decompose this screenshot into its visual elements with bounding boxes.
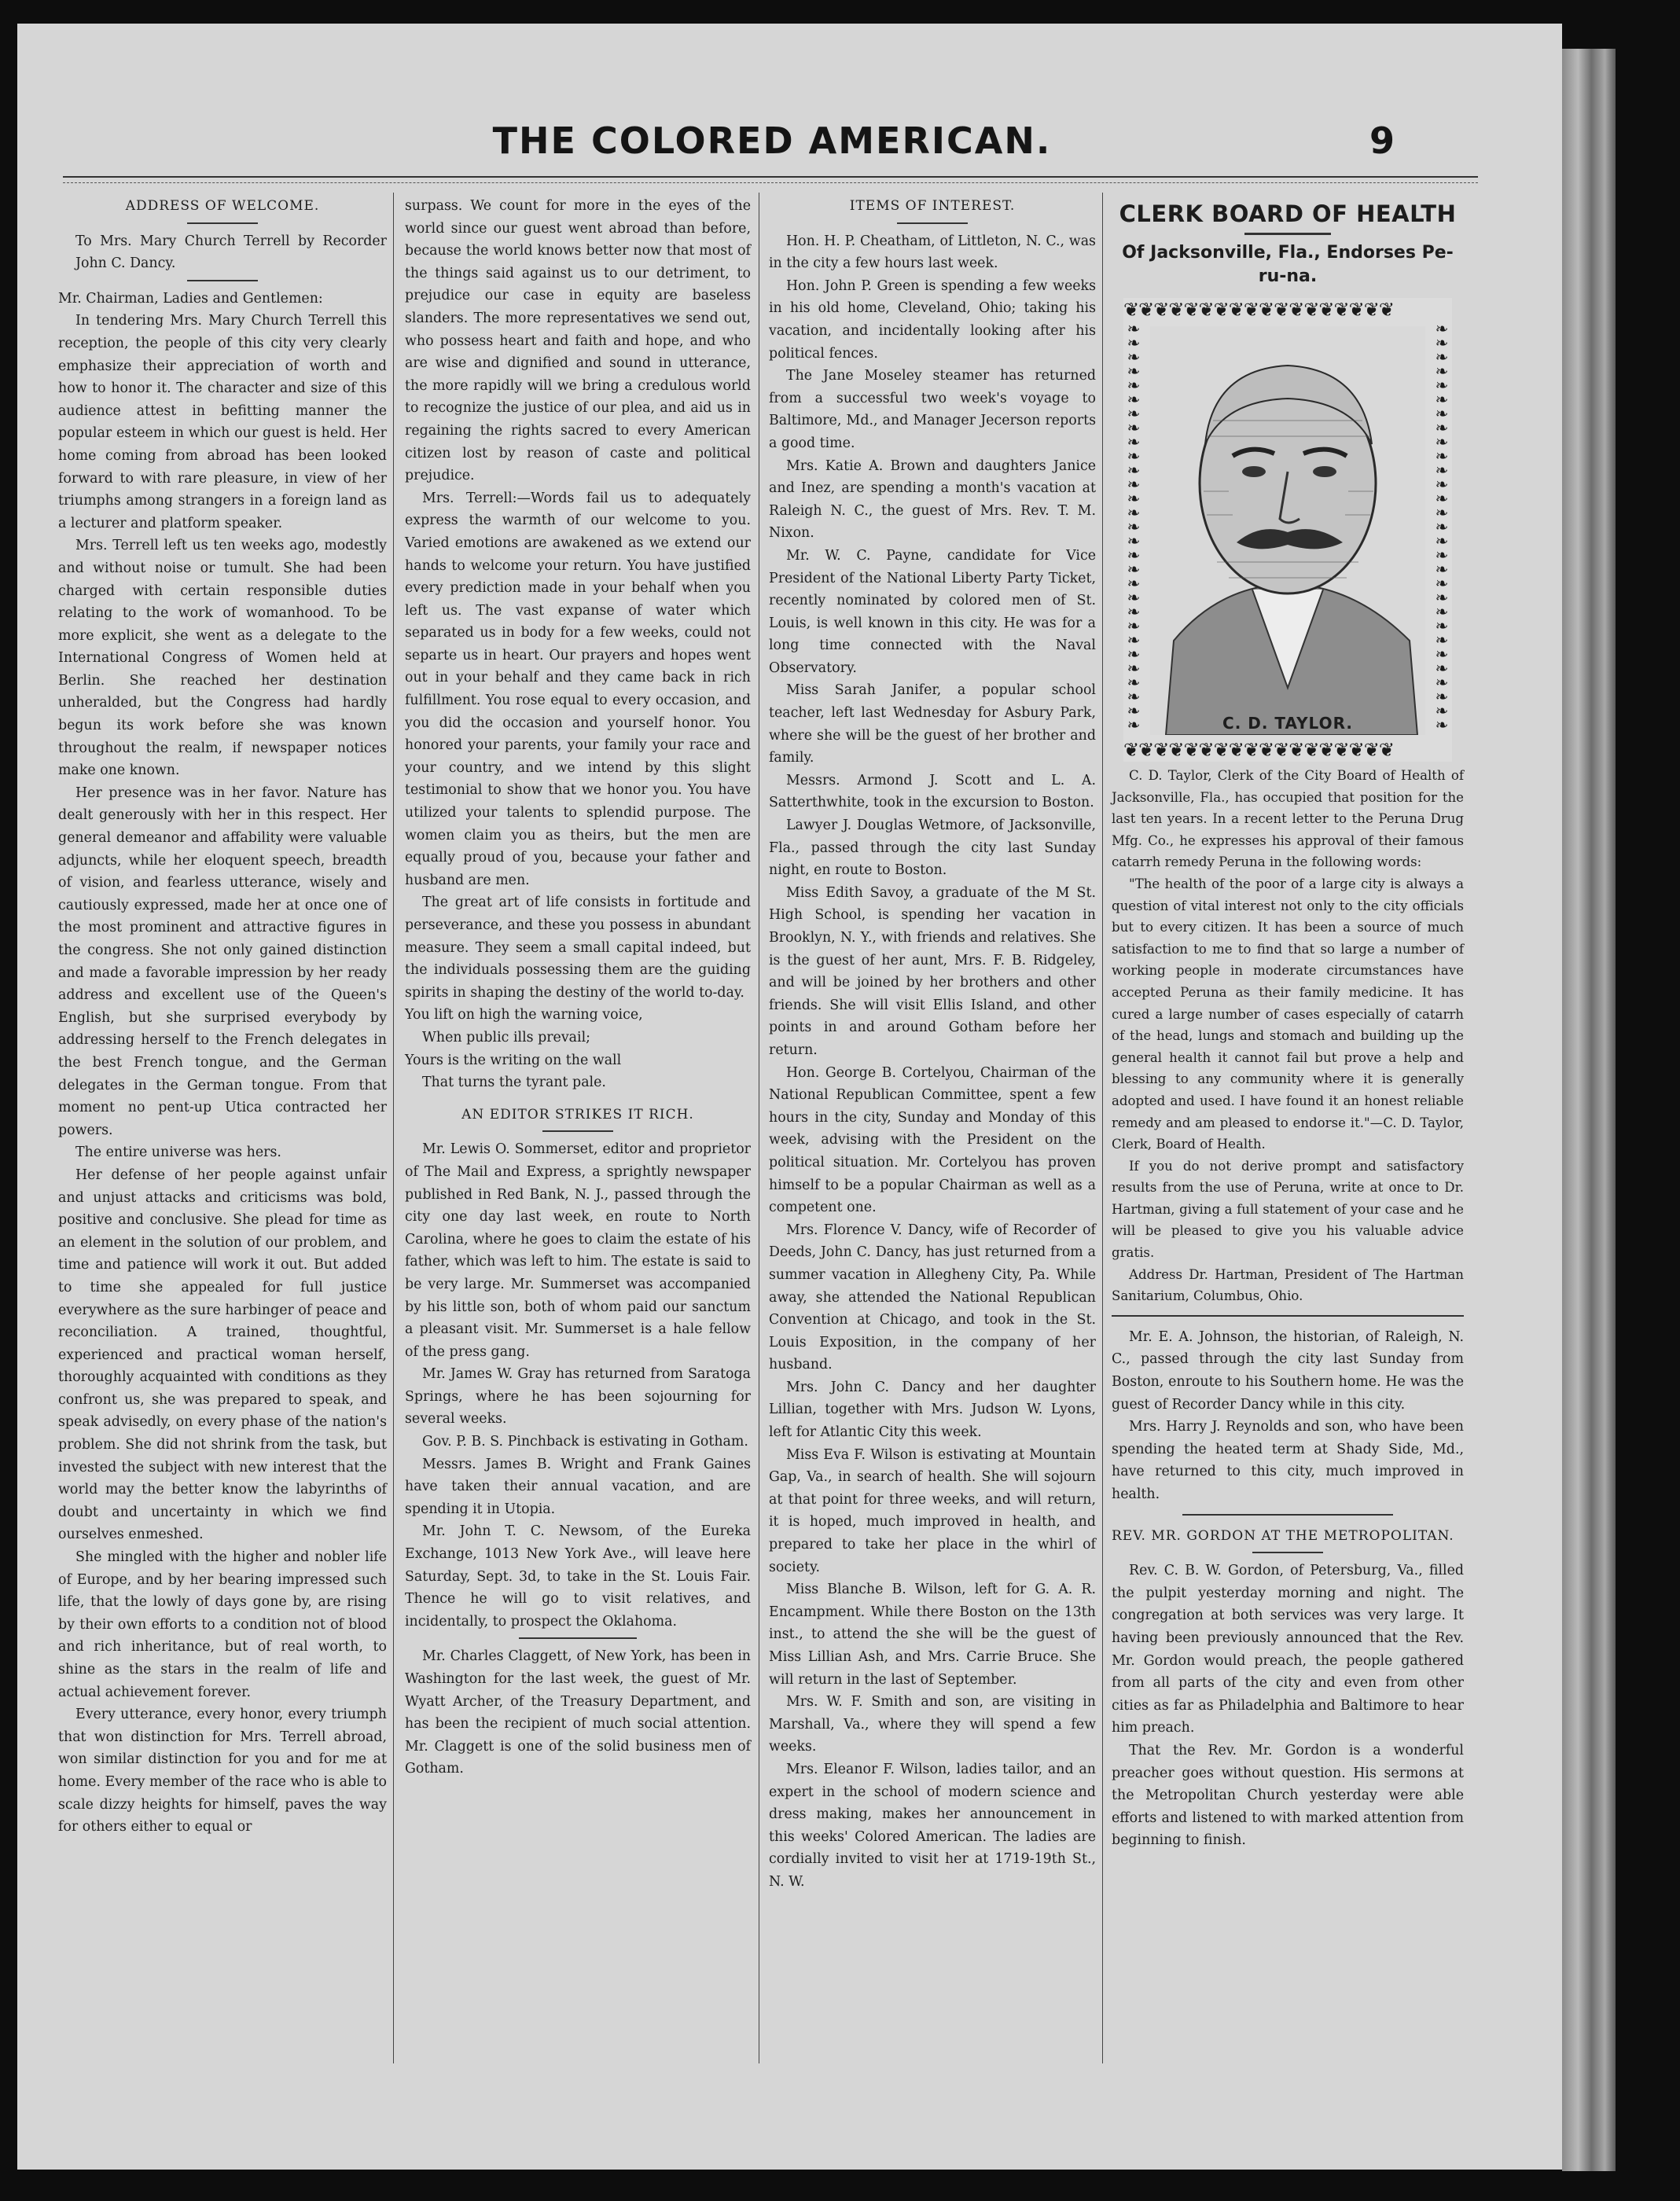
news-item: Hon. John P. Green is spending a few weeks in his old home, Cleveland, Ohio; taking his vacation, and incidentally looking after his political fences.: [769, 277, 1096, 362]
article-paragraph: surpass. We count for more in the eyes of the world since our guest went abroad than before, because the world knows better now that most of the things said against us to our detriment, to prejudice our case in equity are baseless slanders. The more representatives we send out, who possess heart and faith and hope, and who are wise and dignified and sound in utterance, the more rapidly will we bring a credulous world to recognize the justice of our plea, and aid us in regaining the rights sacred to every American citizen lost by reason of caste and political prejudice.: [405, 198, 751, 484]
column-peruna-advert: [1112, 195, 1464, 1852]
advert-paragraph: If you do not derive prompt and satisfactory results from the use of Peruna, write at once to Dr. Hartman, giving a full statement of your case and he will be pleased to give you his valuable advice gratis.: [1112, 1158, 1464, 1261]
heading-items-of-interest: ITEMS OF INTEREST.: [849, 198, 1016, 214]
article-paragraph: Mrs. Terrell left us ten weeks ago, modestly and without noise or tumult. She had been charged with certain responsible duties relating to the work of womanhood. To be more explicit, she went as a delegate to the International Congress of Women held at Berlin. She reached her destination unheralded, but the Congress had hardly begun its work before she was known throughout the realm, if newspaper notices make one known.: [58, 538, 387, 779]
newspaper-page: [17, 24, 1562, 2170]
news-item: Messrs. Armond J. Scott and L. A. Satterthwhite, took in the excursion to Boston.: [769, 772, 1096, 811]
article-paragraph: Messrs. James B. Wright and Frank Gaines have taken their annual vacation, and are spending it in Utopia.: [405, 1456, 751, 1517]
advert-paragraph: C. D. Taylor, Clerk of the City Board of Health of Jacksonville, Fla., has occupied that position for the last ten years. In a recent letter to the Peruna Drug Mfg. Co., he expresses his approval of their famous catarrh remedy Peruna in the following words:: [1112, 768, 1464, 870]
article-paragraph: The entire universe was hers.: [75, 1145, 281, 1161]
ornament-border-bottom: ❦❦❦❦❦❦❦❦❦❦❦❦❦❦❦❦❦❦: [1123, 739, 1394, 761]
news-item: Mrs. Eleanor F. Wilson, ladies tailor, and an expert in the school of modern science and dress making, makes her announcement in this weeks' Colored American. The ladies are cordially invited to visit her at 1719-19th St., N. W.: [769, 1761, 1096, 1890]
article-paragraph: Mr. James W. Gray has returned from Saratoga Springs, where he has been sojourning for several weeks.: [405, 1366, 751, 1428]
news-item: Mrs. Katie A. Brown and daughters Janice and Inez, are spending a month's vacation at Raleigh N. C., the guest of Mrs. Rev. T. M. Nixon.: [769, 457, 1096, 542]
heading-editor-strikes-it-rich: AN EDITOR STRIKES IT RICH.: [461, 1106, 694, 1123]
news-item: Mrs. W. F. Smith and son, are visiting in Marshall, Va., where they will spend a few weeks.: [769, 1694, 1096, 1755]
news-item: Lawyer J. Douglas Wetmore, of Jacksonville, Fla., passed through the city last Sunday night, en route to Boston.: [769, 818, 1096, 879]
page-number: 9: [1369, 119, 1395, 162]
article-paragraph: Mr. Lewis O. Sommerset, editor and proprietor of The Mail and Express, a sprightly newspaper published in Red Bank, N. J., passed through the city one day last week, en route to North Carolina, where he goes to claim the estate of his father, which was left to him. The estate is said to be very large. Mr. Summerset was accompanied by his little son, both of whom paid our sanctum a pleasant visit. Mr. Summerset is a hale fellow of the press gang.: [405, 1141, 751, 1360]
article-paragraph: Her presence was in her favor. Nature has dealt generously with her in this respect. Her general demeanor and affability were valuable adjuncts, while her eloquent speech, breadth of vision, and fearless utterance, wisely and cautiously expressed, made her at once one of the most prominent and attractive figures in the congress. She not only gained distinction and made a favorable impression by her ready address and excellent use of the Queen's English, but she surprised everybody by addressing herself to the French delegates in the best French tongue, and the German delegates in the German tongue. From that moment no pent-up Utica contracted her powers.: [58, 784, 387, 1138]
salutation: Mr. Chairman, Ladies and Gentlemen:: [58, 290, 323, 307]
section-rule: [1182, 1514, 1394, 1516]
news-item: Mrs. John C. Dancy and her daughter Lillian, together with Mrs. Judson W. Lyons, left for Atlantic City this week.: [769, 1379, 1096, 1441]
news-item: Miss Edith Savoy, a graduate of the M St. High School, is spending her vacation in Brooklyn, N. Y., with friends and relatives. She is the guest of her aunt, Mrs. F. B. Ridgeley, and will be joined by her brothers and other friends. She will visit Ellis Island, and other points in and around Gotham before her return.: [769, 884, 1096, 1058]
heading-rule: [542, 1130, 613, 1132]
article-paragraph: In tendering Mrs. Mary Church Terrell this reception, the people of this city very clearly emphasize their appreciation of worth and how to honor it. The character and size of this audience attest in befitting manner the popular esteem in which our guest is held. Her home coming from abroad has been looked forward to with rare pleasure, in view of her triumphs among strangers in a foreign land as a lecturer and platform speaker.: [58, 313, 387, 531]
heading-address-of-welcome: ADDRESS OF WELCOME.: [125, 198, 320, 214]
verse-line: Yours is the writing on the wall: [405, 1052, 622, 1068]
column-rule-1: [393, 193, 394, 2063]
column-rule-3: [1102, 193, 1103, 2063]
verse-line: You lift on high the warning voice,: [405, 1007, 643, 1023]
advert-subheadline: Of Jacksonville, Fla., Endorses Pe-ru-na.: [1122, 243, 1454, 286]
header-rule: [63, 176, 1478, 178]
section-rule: [519, 1637, 637, 1639]
news-item: The Jane Moseley steamer has returned from a successful two week's voyage to Baltimore, Md., and Manager Jecerson reports a good time.: [769, 368, 1096, 451]
article-paragraph: The great art of life consists in fortitude and perseverance, and these you possess in abundant measure. They seem a small capital indeed, but the individuals possessing them are the guiding spirits in shaping the destiny of the world to-day.: [405, 895, 751, 1001]
verse-line: That turns the tyrant pale.: [422, 1075, 606, 1091]
heading-rule: [897, 222, 968, 224]
heading-rule: [187, 222, 258, 224]
news-item: Mrs. Florence V. Dancy, wife of Recorder of Deeds, John C. Dancy, has just returned from a summer vacation in Allegheny City, Pa. While away, she attended the National Republican Convention at Chicago, and took in the St. Louis Exposition, in the company of her husband.: [769, 1222, 1096, 1373]
ornament-border-top: ❦❦❦❦❦❦❦❦❦❦❦❦❦❦❦❦❦❦: [1123, 299, 1394, 321]
article-paragraph: She mingled with the higher and nobler life of Europe, and by her bearing impressed such life, that the lowly of days gone by, are rising by their own efforts to a condition not of blood and rich inheritance, but of real worth, to shine as the stars in the realm of life and actual achievement forever.: [58, 1549, 387, 1700]
column-address-of-welcome: [58, 195, 387, 1839]
advert-end-rule: [1112, 1315, 1464, 1317]
heading-rule: [1252, 1552, 1323, 1553]
news-item: Mr. W. C. Payne, candidate for Vice President of the National Liberty Party Ticket, recently nominated by colored men of St. Louis, is well known in this city. He was for a long time connected with the Naval Observatory.: [769, 547, 1096, 676]
article-paragraph: Mrs. Terrell:—Words fail us to adequately express the warmth of our welcome to you. Varied emotions are awakened as we extend our hands to welcome your return. You have justified every prediction made in your behalf when you left us. The vast expanse of water which separated us in body for a few weeks, could not separte us in heart. Our prayers and hopes went out in your behalf and they came back in rich fulfillment. You rose equal to every occasion, and you did the occasion and yourself honor. You honored your parents, your family your race and your country, and we intend by this slight testimonial to show that we honor you. You have utilized your talents to splendid purpose. The women claim you as theirs, but the men are equally proud of you, because your father and husband are men.: [405, 490, 751, 888]
masthead-title: THE COLORED AMERICAN.: [492, 119, 1052, 162]
portrait-frame: [1123, 298, 1452, 762]
article-paragraph: Gov. P. B. S. Pinchback is estivating in Gotham.: [422, 1434, 748, 1450]
article-paragraph: Mr. Charles Claggett, of New York, has been in Washington for the last week, the guest of Mr. Wyatt Archer, of the Treasury Department, and has been the recipient of much social attention. Mr. Claggett is one of the solid business men of Gotham.: [405, 1648, 751, 1777]
subheading-address: To Mrs. Mary Church Terrell by Recorder John C. Dancy.: [75, 233, 387, 272]
news-item: Mrs. Harry J. Reynolds and son, who have been spending the heated term at Shady Side, Md., have returned to this city, much improved in health.: [1112, 1419, 1464, 1502]
ornament-border-left: ❧❧❧❧❧❧❧❧❧❧❧❧❧❧❧❧❧❧❧❧❧❧❧❧❧❧❧❧❧: [1127, 322, 1141, 734]
advert-address: Address Dr. Hartman, President of The Hartman Sanitarium, Columbus, Ohio.: [1112, 1266, 1464, 1304]
ornament-border-right: ❧❧❧❧❧❧❧❧❧❧❧❧❧❧❧❧❧❧❧❧❧❧❧❧❧❧❧❧❧: [1435, 322, 1449, 734]
portrait-caption: C. D. TAYLOR.: [1222, 714, 1353, 733]
article-paragraph: Mr. John T. C. Newsom, of the Eureka Exchange, 1013 New York Ave., will leave here Saturday, Sept. 3d, to take in the St. Louis Fair. Thence he will go to visit relatives, and incidentally, to prospect the Oklahoma.: [405, 1523, 751, 1630]
news-item: Hon. George B. Cortelyou, Chairman of the National Republican Committee, spent a few hours in the city, Sunday and Monday of this week, advising with the President on the political situation. Mr. Cortelyou has proven himself to be a popular Chairman as well as a competent one.: [769, 1064, 1096, 1216]
advert-testimonial: "The health of the poor of a large city is always a question of vital interest not only to the city officials but to every citizen. It has been a source of much satisfaction to me to find that so large a number of working people in moderate circumstances have accepted Peruna as their family medicine. It has cured a large number of cases especially of catarrh of the head, lungs and stomach and building up the general health it cannot fail but prove a help and blessing to any community where it is generally adopted and used. I have found it an honest reliable remedy and am pleased to endorse it."—C. D. Taylor, Clerk, Board of Health.: [1112, 876, 1464, 1152]
column-address-continued: [405, 195, 751, 1780]
news-item: Mr. E. A. Johnson, the historian, of Raleigh, N. C., passed through the city last Sunday from Boston, enroute to his Southern home. He was the guest of Recorder Dancy while in this city.: [1112, 1328, 1464, 1413]
subheading-rule: [187, 280, 258, 281]
advert-headline: CLERK BOARD OF HEALTH: [1119, 200, 1457, 227]
heading-rule: [1244, 233, 1331, 235]
page-edge: [1562, 49, 1616, 2171]
news-item: Miss Sarah Janifer, a popular school teacher, left last Wednesday for Asbury Park, where she will be the guest of her brother and family.: [769, 682, 1096, 766]
article-paragraph: Rev. C. B. W. Gordon, of Petersburg, Va., filled the pulpit yesterday morning and night. The congregation at both services was very large. It having been previously announced that the Rev. Mr. Gordon would preach, the people gathered from all parts of the city and even from other cities as far as Philadelphia and Baltimore to hear him preach.: [1112, 1563, 1464, 1736]
portrait-illustration: [1150, 326, 1425, 735]
column-items-of-interest: [769, 195, 1096, 1894]
article-paragraph: That the Rev. Mr. Gordon is a wonderful preacher goes without question. His sermons at the Metropolitan Church yesterday were able efforts and listened to with marked attention from beginning to finish.: [1112, 1742, 1464, 1849]
heading-rev-gordon: REV. MR. GORDON AT THE METROPOLITAN.: [1112, 1527, 1454, 1544]
verse-line: When public ills prevail;: [422, 1029, 591, 1045]
news-item: Miss Blanche B. Wilson, left for G. A. R. Encampment. While there Boston on the 13th inst., to attend the she will be the guest of Miss Lillian Ash, and Mrs. Carrie Bruce. She will return in the last of September.: [769, 1582, 1096, 1688]
news-item: Hon. H. P. Cheatham, of Littleton, N. C., was in the city a few hours last week.: [769, 233, 1096, 272]
news-item: Miss Eva F. Wilson is estivating at Mountain Gap, Va., in search of health. She will sojourn at that point for three weeks, and will return, it is hoped, much improved in health, and prepared to take her place in the whirl of society.: [769, 1446, 1096, 1575]
header-rule-dashed: [63, 182, 1478, 183]
article-paragraph: Every utterance, every honor, every triumph that won distinction for Mrs. Terrell abroad, won similar distinction for you and for me at home. Every member of the race who is able to scale dizzy heights for himself, paves the way for others either to equal or: [58, 1707, 387, 1835]
article-paragraph: Her defense of her people against unfair and unjust attacks and criticisms was bold, positive and conclusive. She plead for time as an element in the solution of our problem, and time and patience will work it out. But added to time she appealed for full justice everywhere as the sure harbinger of peace and reconciliation. A trained, thoughtful, experienced and practical woman herself, thoroughly acquainted with conditions as they confront us, she was prepared to speak, and speak advisedly, on every phase of the nation's problem. She did not shrink from the task, but invested the subject with new interest that the world may the better know the labyrinths of doubt and uncertainty in which we find ourselves enmeshed.: [58, 1167, 387, 1543]
